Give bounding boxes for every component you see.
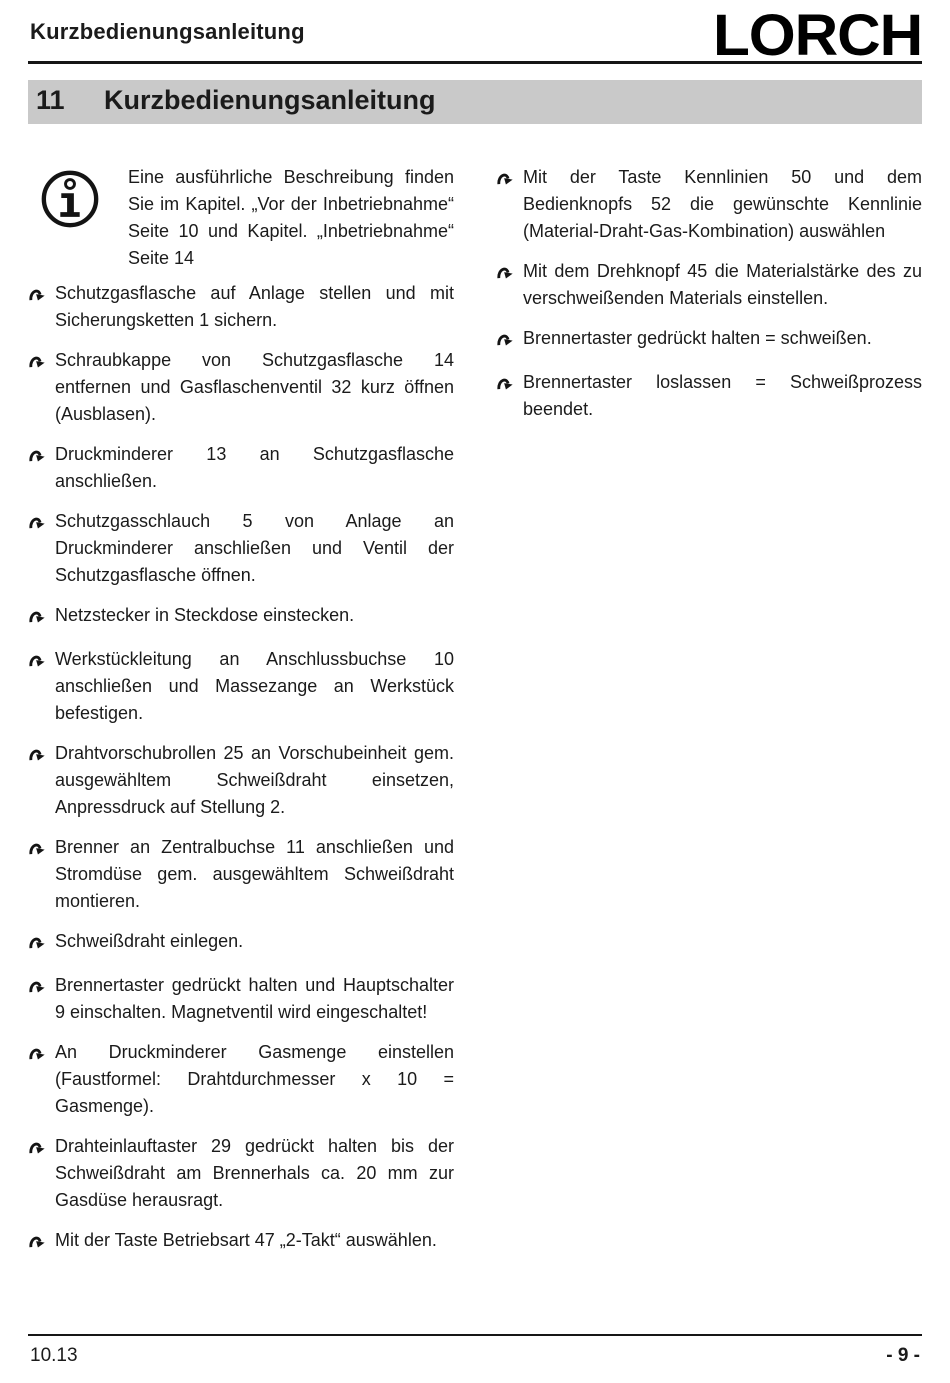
list-item (28, 602, 454, 633)
list-item-text: Drahtvorschubrollen 25 an Vorschubeinheit gem. ausgewähltem Schweißdraht einsetzen, Anpressdruck auf Stellung 2. (55, 742, 454, 817)
list-item-text: Brennertaster gedrückt halten und Hauptschalter 9 einschalten. Magnetventil wird eingeschaltet! (55, 974, 454, 1022)
curved-arrow-bullet-icon (496, 369, 523, 423)
info-note (28, 164, 454, 272)
curved-arrow-bullet-icon (28, 441, 55, 495)
list-item (28, 972, 454, 1026)
list-item (28, 441, 454, 495)
curved-arrow-bullet-icon (28, 508, 55, 589)
info-icon (28, 164, 112, 272)
list-item-text: Brenner an Zentralbuchse 11 anschließen und Stromdüse gem. ausgewähltem Schweißdraht montieren. (55, 836, 454, 911)
list-item (28, 347, 454, 428)
list-item (28, 508, 454, 589)
curved-arrow-bullet-icon (28, 646, 55, 727)
curved-arrow-bullet-icon (496, 258, 523, 312)
list-item (496, 369, 922, 423)
footer-page-number: - 9 - (886, 1345, 920, 1366)
list-item-text: Schutzgasschlauch 5 von Anlage an Druckminderer anschließen und Ventil der Schutzgasflasche öffnen. (55, 510, 454, 585)
document-title: Kurzbedienungsanleitung (30, 18, 305, 44)
list-item (28, 280, 454, 334)
footer-revision: 10.13 (30, 1345, 78, 1366)
curved-arrow-bullet-icon (28, 740, 55, 821)
info-note-text: Eine ausführliche Beschreibung finden Sie im Kapitel. „Vor der Inbetriebnahme“ Seite 10 und Kapitel. „Inbetriebnahme“ Seite 14 (128, 166, 454, 268)
page-footer (28, 1334, 922, 1383)
curved-arrow-bullet-icon (28, 280, 55, 334)
list-item-text: Brennertaster gedrückt halten = schweißen. (523, 327, 872, 348)
list-item (496, 164, 922, 245)
list-item-text: An Druckminderer Gasmenge einstellen (Faustformel: Drahtdurchmesser x 10 = Gasmenge). (55, 1041, 454, 1116)
list-item-text: Drahteinlauftaster 29 gedrückt halten bis der Schweißdraht am Brennerhals ca. 20 mm zur Gasdüse herausragt. (55, 1135, 454, 1210)
list-item-text: Mit dem Drehknopf 45 die Materialstärke des zu verschweißenden Materials einstellen. (523, 260, 922, 308)
curved-arrow-bullet-icon (28, 347, 55, 428)
list-item (28, 834, 454, 915)
brand-logo: LORCH (712, 3, 922, 68)
list-item-text: Werkstückleitung an Anschlussbuchse 10 anschließen und Massezange an Werkstück befestigen. (55, 648, 454, 723)
curved-arrow-bullet-icon (28, 1039, 55, 1120)
section-number: 11 (36, 84, 65, 115)
curved-arrow-bullet-icon (28, 928, 55, 959)
left-column (28, 164, 454, 1271)
list-item-text: Netzstecker in Steckdose einstecken. (55, 604, 355, 625)
page-header (28, 0, 922, 68)
list-item-text: Schraubkappe von Schutzgasflasche 14 entfernen und Gasflaschenventil 32 kurz öffnen (Ausblasen). (55, 349, 454, 424)
list-item (28, 1133, 454, 1214)
list-item-text: Schutzgasflasche auf Anlage stellen und mit Sicherungsketten 1 sichern. (55, 282, 454, 330)
curved-arrow-bullet-icon (496, 325, 523, 356)
curved-arrow-bullet-icon (28, 602, 55, 633)
curved-arrow-bullet-icon (28, 1133, 55, 1214)
list-item-text: Druckminderer 13 an Schutzgasflasche anschließen. (55, 443, 454, 491)
list-item (28, 1227, 454, 1258)
list-item-text: Mit der Taste Betriebsart 47 „2-Takt“ auswählen. (55, 1229, 437, 1250)
section-title-bar (28, 80, 922, 124)
curved-arrow-bullet-icon (496, 164, 523, 245)
curved-arrow-bullet-icon (28, 834, 55, 915)
right-column (496, 164, 922, 1271)
list-item (28, 1039, 454, 1120)
list-item-text: Schweißdraht einlegen. (55, 930, 244, 951)
curved-arrow-bullet-icon (28, 1227, 55, 1258)
list-item (28, 928, 454, 959)
list-item (496, 258, 922, 312)
list-item-text: Mit der Taste Kennlinien 50 und dem Bedienknopfs 52 die gewünschte Kennlinie (Material-Draht-Gas-Kombination) auswählen (523, 166, 922, 241)
content-columns (28, 164, 922, 1271)
list-item (496, 325, 922, 356)
list-item (28, 740, 454, 821)
list-item (28, 646, 454, 727)
list-item-text: Brennertaster loslassen = Schweißprozess beendet. (523, 371, 922, 419)
section-title: Kurzbedienungsanleitung (104, 84, 436, 115)
curved-arrow-bullet-icon (28, 972, 55, 1026)
